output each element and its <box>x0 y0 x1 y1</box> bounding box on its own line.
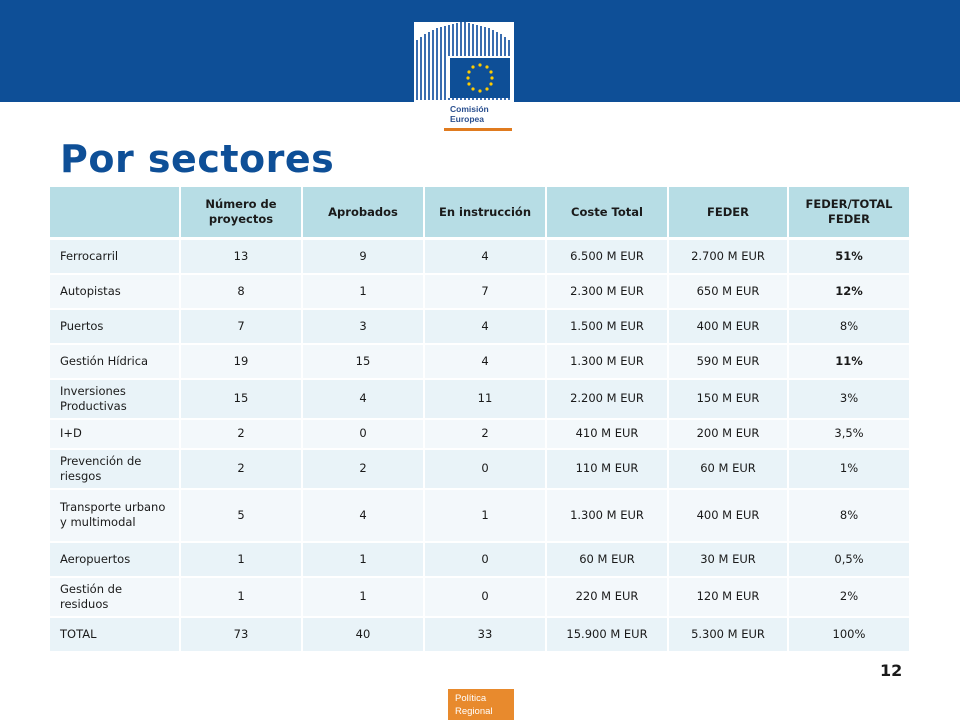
cell-sector: Ferrocarril <box>50 239 180 274</box>
column-header-num-projects: Número de proyectos <box>180 187 302 239</box>
table-header-row <box>50 187 910 239</box>
table-row <box>50 274 910 309</box>
page-number: 12 <box>880 661 903 680</box>
cell-num: 2 <box>180 449 302 489</box>
footer-tag: Política Regional <box>448 689 514 720</box>
cell-sector: Inversiones Productivas <box>50 379 180 419</box>
table-row <box>50 489 910 542</box>
cell-in-process: 0 <box>424 577 546 617</box>
cell-feder: 60 M EUR <box>668 449 788 489</box>
cell-approved: 2 <box>302 449 424 489</box>
cell-cost: 2.300 M EUR <box>546 274 668 309</box>
cell-approved: 9 <box>302 239 424 274</box>
page-title: Por sectores <box>60 137 335 181</box>
cell-ratio: 2% <box>788 577 910 617</box>
cell-sector: Puertos <box>50 309 180 344</box>
cell-approved: 1 <box>302 542 424 577</box>
cell-ratio: 51% <box>788 239 910 274</box>
table-row <box>50 577 910 617</box>
cell-in-process: 4 <box>424 239 546 274</box>
cell-ratio: 1% <box>788 449 910 489</box>
cell-in-process: 7 <box>424 274 546 309</box>
cell-num: 15 <box>180 379 302 419</box>
cell-sector: Gestión de residuos <box>50 577 180 617</box>
cell-in-process: 0 <box>424 542 546 577</box>
european-commission-logo <box>414 22 514 134</box>
column-header-sector <box>50 187 180 239</box>
cell-num: 19 <box>180 344 302 379</box>
cell-ratio: 12% <box>788 274 910 309</box>
cell-feder: 30 M EUR <box>668 542 788 577</box>
cell-cost: 1.500 M EUR <box>546 309 668 344</box>
cell-cost: 1.300 M EUR <box>546 489 668 542</box>
table-row <box>50 309 910 344</box>
cell-cost: 1.300 M EUR <box>546 344 668 379</box>
cell-ratio: 8% <box>788 309 910 344</box>
cell-sector: TOTAL <box>50 617 180 652</box>
cell-approved: 40 <box>302 617 424 652</box>
cell-in-process: 0 <box>424 449 546 489</box>
cell-feder: 120 M EUR <box>668 577 788 617</box>
cell-feder: 2.700 M EUR <box>668 239 788 274</box>
table-row <box>50 419 910 449</box>
cell-approved: 15 <box>302 344 424 379</box>
cell-num: 5 <box>180 489 302 542</box>
cell-in-process: 4 <box>424 309 546 344</box>
cell-ratio: 8% <box>788 489 910 542</box>
table-row-total <box>50 617 910 652</box>
column-header-feder: FEDER <box>668 187 788 239</box>
cell-sector: Prevención de riesgos <box>50 449 180 489</box>
cell-sector: Transporte urbano y multimodal <box>50 489 180 542</box>
cell-feder: 650 M EUR <box>668 274 788 309</box>
cell-feder: 150 M EUR <box>668 379 788 419</box>
cell-num: 7 <box>180 309 302 344</box>
cell-sector: Autopistas <box>50 274 180 309</box>
cell-num: 8 <box>180 274 302 309</box>
cell-approved: 1 <box>302 274 424 309</box>
cell-in-process: 2 <box>424 419 546 449</box>
cell-cost: 6.500 M EUR <box>546 239 668 274</box>
cell-feder: 200 M EUR <box>668 419 788 449</box>
berlaymont-building-icon <box>414 22 514 102</box>
cell-ratio: 11% <box>788 344 910 379</box>
logo-text: Comisión Europea <box>450 104 489 124</box>
table-row <box>50 379 910 419</box>
cell-feder: 400 M EUR <box>668 309 788 344</box>
column-header-in-process: En instrucción <box>424 187 546 239</box>
cell-ratio: 100% <box>788 617 910 652</box>
cell-cost: 220 M EUR <box>546 577 668 617</box>
cell-sector: Aeropuertos <box>50 542 180 577</box>
cell-num: 1 <box>180 542 302 577</box>
cell-num: 2 <box>180 419 302 449</box>
cell-ratio: 3,5% <box>788 419 910 449</box>
cell-approved: 0 <box>302 419 424 449</box>
cell-cost: 110 M EUR <box>546 449 668 489</box>
cell-sector: I+D <box>50 419 180 449</box>
cell-feder: 400 M EUR <box>668 489 788 542</box>
cell-cost: 60 M EUR <box>546 542 668 577</box>
cell-feder: 590 M EUR <box>668 344 788 379</box>
table-row <box>50 239 910 274</box>
cell-cost: 410 M EUR <box>546 419 668 449</box>
cell-approved: 4 <box>302 489 424 542</box>
cell-num: 1 <box>180 577 302 617</box>
cell-approved: 3 <box>302 309 424 344</box>
sectors-table <box>50 187 911 653</box>
table-row <box>50 344 910 379</box>
table-row <box>50 449 910 489</box>
cell-cost: 15.900 M EUR <box>546 617 668 652</box>
cell-ratio: 0,5% <box>788 542 910 577</box>
column-header-feder-ratio: FEDER/TOTAL FEDER <box>788 187 910 239</box>
cell-cost: 2.200 M EUR <box>546 379 668 419</box>
logo-accent-bar <box>444 128 512 131</box>
cell-in-process: 4 <box>424 344 546 379</box>
cell-num: 73 <box>180 617 302 652</box>
column-header-total-cost: Coste Total <box>546 187 668 239</box>
cell-in-process: 1 <box>424 489 546 542</box>
cell-ratio: 3% <box>788 379 910 419</box>
cell-approved: 4 <box>302 379 424 419</box>
column-header-approved: Aprobados <box>302 187 424 239</box>
cell-approved: 1 <box>302 577 424 617</box>
cell-feder: 5.300 M EUR <box>668 617 788 652</box>
cell-in-process: 11 <box>424 379 546 419</box>
cell-sector: Gestión Hídrica <box>50 344 180 379</box>
cell-num: 13 <box>180 239 302 274</box>
cell-in-process: 33 <box>424 617 546 652</box>
table-row <box>50 542 910 577</box>
